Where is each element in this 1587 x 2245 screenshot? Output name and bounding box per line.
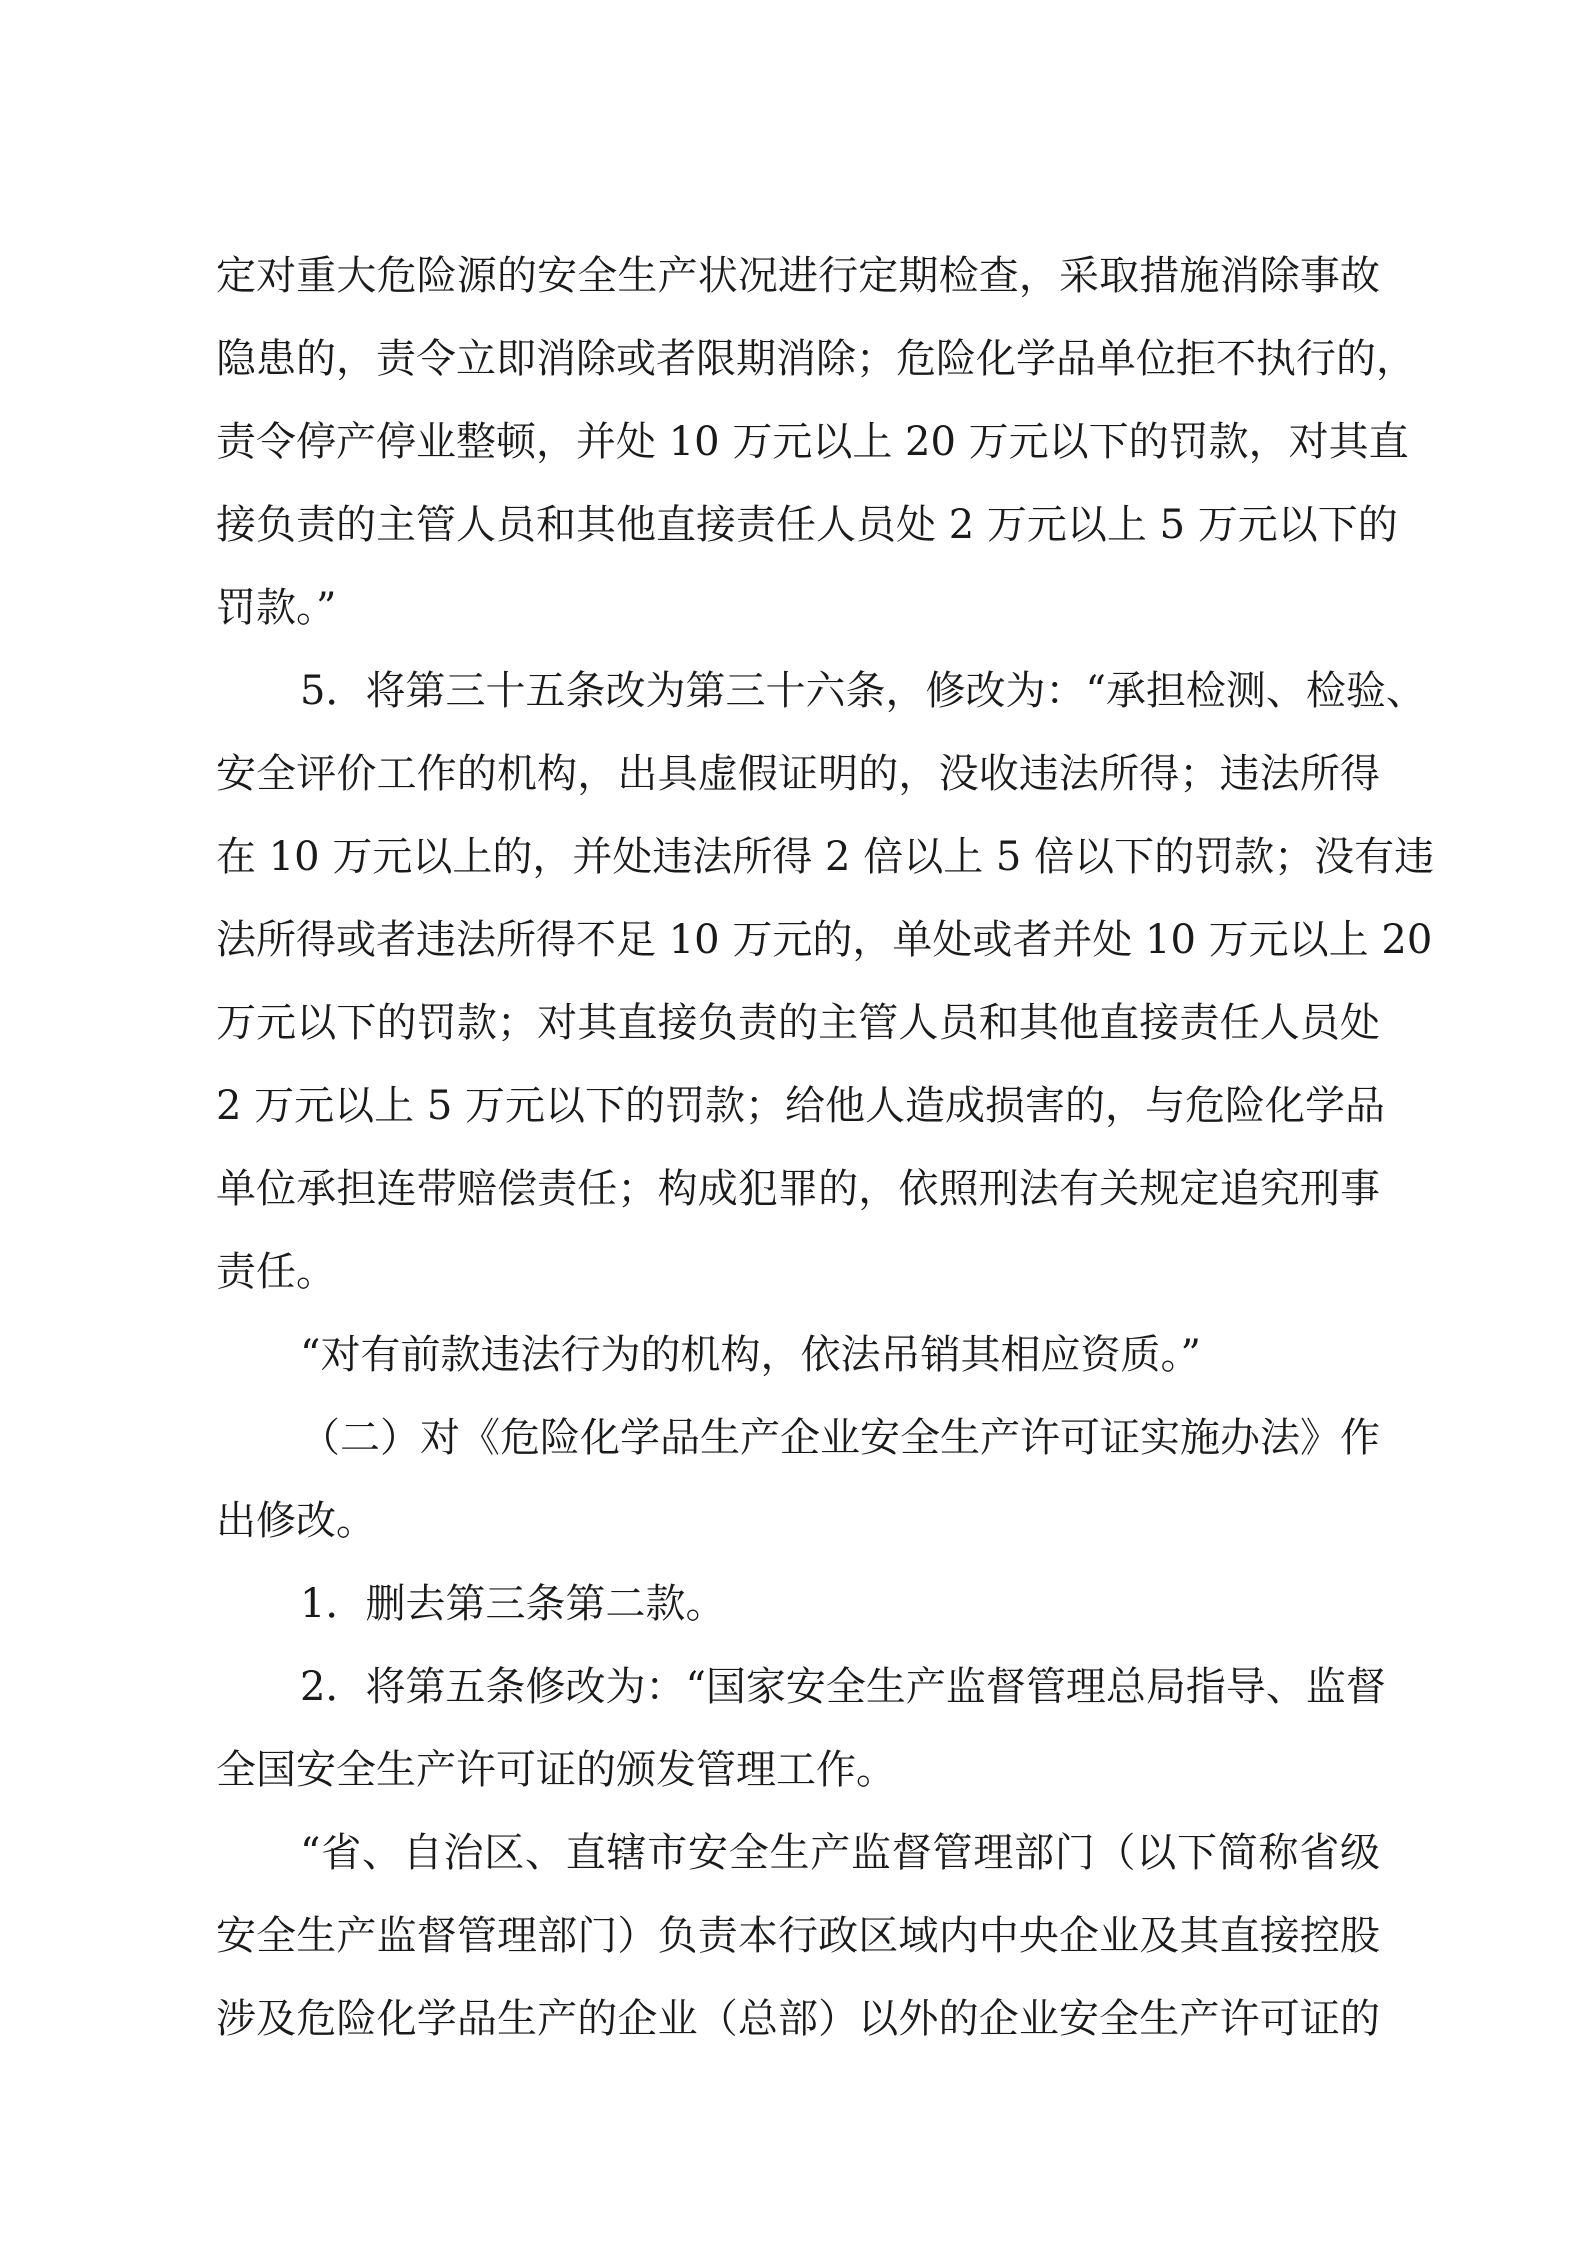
body-text-line: 法所得或者违法所得不足 10 万元的，单处或者并处 10 万元以上 20 <box>216 917 1433 963</box>
section-heading-line: （二）对《危险化学品生产企业安全生产许可证实施办法》作 <box>300 1415 1380 1461</box>
paragraph-first-line: “省、自治区、直辖市安全生产监督管理部门（以下简称省级 <box>300 1830 1380 1876</box>
body-text-line: 定对重大危险源的安全生产状况进行定期检查，采取措施消除事故 <box>216 253 1380 299</box>
body-text-line: 在 10 万元以上的，并处违法所得 2 倍以上 5 倍以下的罚款；没有违 <box>216 834 1435 880</box>
paragraph-first-line: 5．将第三十五条改为第三十六条，修改为：“承担检测、检验、 <box>300 668 1426 714</box>
paragraph-first-line: 1．删去第三条第二款。 <box>300 1581 726 1627</box>
body-text-line: 安全评价工作的机构，出具虚假证明的，没收违法所得；违法所得 <box>216 751 1380 797</box>
body-text-line: 涉及危险化学品生产的企业（总部）以外的企业安全生产许可证的 <box>216 1996 1380 2042</box>
body-text-line: 出修改。 <box>216 1498 376 1544</box>
body-text-line: 万元以下的罚款；对其直接负责的主管人员和其他直接责任人员处 <box>216 1000 1380 1046</box>
body-text-line: 隐患的，责令立即消除或者限期消除；危险化学品单位拒不执行的， <box>216 336 1416 382</box>
paragraph-first-line: “对有前款违法行为的机构，依法吊销其相应资质。” <box>300 1332 1201 1378</box>
body-text-line: 责令停产停业整顿，并处 10 万元以上 20 万元以下的罚款，对其直 <box>216 419 1409 465</box>
body-text-line: 全国安全生产许可证的颁发管理工作。 <box>216 1747 896 1793</box>
paragraph-first-line: 2．将第五条修改为：“国家安全生产监督管理总局指导、监督 <box>300 1664 1386 1710</box>
body-text-line: 罚款。” <box>216 585 337 631</box>
body-text-line: 接负责的主管人员和其他直接责任人员处 2 万元以上 5 万元以下的 <box>216 502 1398 548</box>
body-text-line: 责任。 <box>216 1249 336 1295</box>
body-text-line: 安全生产监督管理部门）负责本行政区域内中央企业及其直接控股 <box>216 1913 1380 1959</box>
body-text-line: 2 万元以上 5 万元以下的罚款；给他人造成损害的，与危险化学品 <box>216 1083 1386 1129</box>
body-text-line: 单位承担连带赔偿责任；构成犯罪的，依照刑法有关规定追究刑事 <box>216 1166 1380 1212</box>
